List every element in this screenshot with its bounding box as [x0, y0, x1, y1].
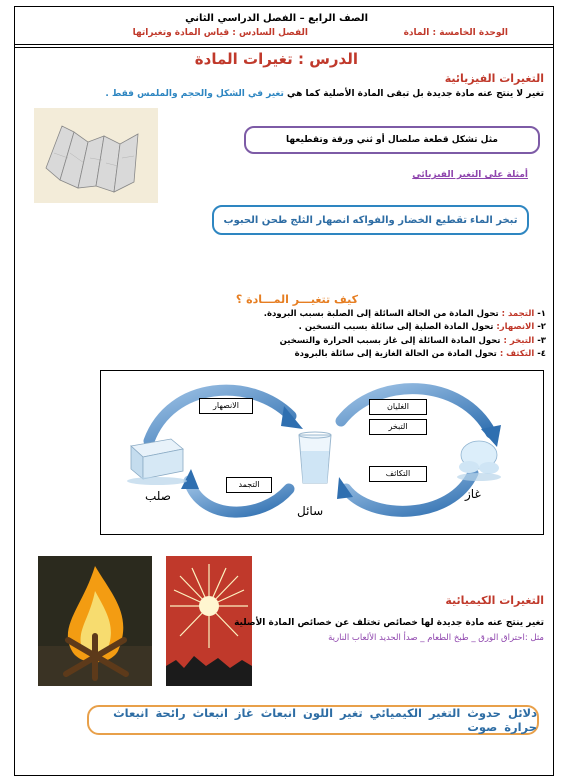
physical-example-item: انصهار الثلج — [290, 214, 350, 226]
state-change-item: ٤- التكثف : تحول المادة من الحالة الغازية إلى سائلة بالبرودة — [294, 349, 546, 359]
physical-title: التغيرات الفيزيائية — [444, 72, 544, 85]
melting-label: الانصهار — [199, 398, 253, 414]
gas-label: غاز — [465, 487, 481, 501]
chapter-label: الفصل السادس : قياس المادة وتغيراتها — [132, 28, 308, 38]
liquid-label: سائل — [297, 504, 324, 518]
condensation-label: التكاثف — [369, 466, 427, 482]
state-change-item: ٣- التبخر : تحول المادة السائلة إلى غاز بسبب الحرارة والتسخين — [279, 336, 546, 346]
state-change-item: ١- التجمد : تحول المادة من الحالة السائلة إلى الصلبة بسبب البرودة. — [263, 309, 546, 319]
physical-examples-box — [212, 205, 529, 235]
physical-example-item: تقطيع الخضار والفواكه — [352, 214, 468, 226]
evaporation-label: التبخر — [369, 419, 427, 435]
header-divider — [14, 44, 554, 45]
physical-example-item: تبخر الماء — [470, 214, 518, 226]
lesson-title: الدرس : تغيرات المادة — [194, 50, 358, 68]
grade-label: الصف الرابع – الفصل الدراسي الثاني — [185, 13, 368, 24]
physical-examples-title: أمثلة على التغير الفيزيائي — [412, 170, 528, 180]
state-change-item: ٢- الانصهار: تحول المادة الصلبة إلى سائلة بسبب التسخين . — [298, 322, 546, 332]
campfire-image — [38, 556, 152, 686]
physical-example-box: مثل تشكل قطعة صلصال أو ثني ورقة وتقطيعها — [244, 126, 540, 154]
boiling-label: الغليان — [369, 399, 427, 415]
water-vapor-image — [457, 441, 501, 481]
water-glass-image — [299, 432, 331, 483]
physical-definition-main: تغير لا ينتج عنه مادة جديدة بل تبقى المادة الأصلية كما هي — [283, 89, 544, 99]
physical-definition-highlight: تغير في الشكل والحجم والملمس فقط . — [105, 89, 284, 99]
how-title: كيف تتغيـــر المـــادة ؟ — [235, 293, 358, 306]
physical-definition — [105, 89, 544, 99]
chemical-evidence-box: دلائل حدوث التغير الكيميائي تغير اللون انبعاث غاز انبعاث رائحة انبعاث حرارة صوت — [87, 705, 539, 735]
states-of-matter-diagram — [100, 370, 544, 535]
header-divider-2 — [14, 47, 554, 48]
chemical-examples: مثل :احتراق الورق _ طبخ الطعام _ صدأ الحديد الألعاب النارية — [328, 633, 544, 643]
folded-paper-image — [34, 108, 158, 203]
unit-label: الوحدة الخامسة : المادة — [403, 28, 508, 38]
chemical-title: التغيرات الكيميائية — [445, 594, 544, 607]
physical-example-item: طحن الحبوب — [223, 214, 288, 226]
ice-block-image — [127, 439, 187, 485]
solid-label: صلب — [145, 489, 171, 503]
chemical-definition: تغير ينتج عنه مادة جديدة لها خصائص تختلف عن خصائص المادة الأصلية — [234, 618, 544, 628]
freezing-label: التجمد — [226, 477, 272, 493]
